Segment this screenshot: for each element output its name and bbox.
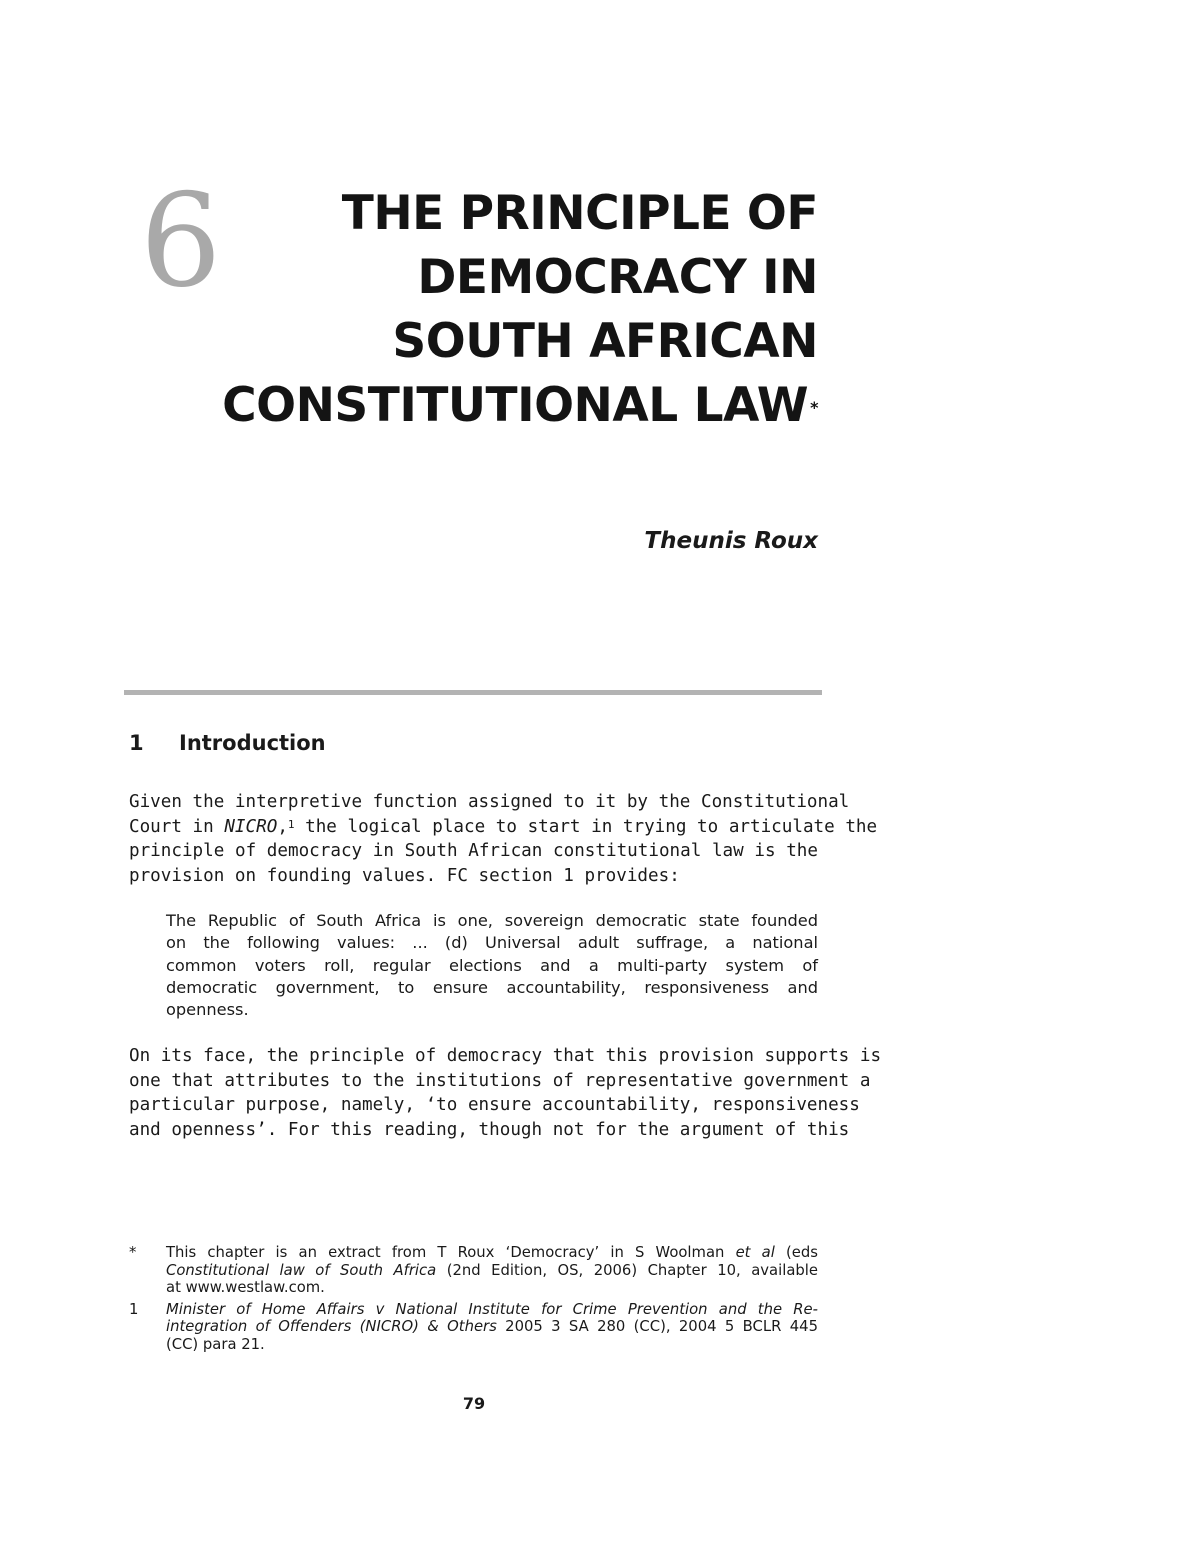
section-heading [129, 731, 326, 755]
block-quote [166, 910, 818, 1021]
quote-line: democratic government, to ensure accountability, responsiveness and [166, 977, 818, 997]
footnote-italic: integration of Offenders (NICRO) & Others [166, 1318, 497, 1336]
paragraph-line [129, 815, 878, 840]
footnote-star [129, 1244, 818, 1297]
footnotes [129, 1244, 818, 1358]
paragraph-2 [129, 1044, 882, 1142]
footnote-ref-1[interactable]: 1 [287, 817, 295, 831]
footnote-text: (2nd Edition, OS, 2006) Chapter 10, available [436, 1261, 818, 1279]
footnote-mark: 1 [129, 1300, 139, 1318]
footnote-line: at www.westlaw.com. [166, 1279, 325, 1297]
quote-line: on the following values: ... (d) Universal adult suffrage, a national [166, 933, 818, 953]
footnote-line: (CC) para 21. [166, 1335, 265, 1353]
paragraph-text: , [277, 816, 288, 837]
paragraph-line: principle of democracy in South African constitutional law is the [129, 841, 818, 861]
footnote-line [166, 1301, 818, 1319]
chapter-title [222, 182, 818, 438]
chapter-title-line: THE PRINCIPLE OF [341, 186, 818, 241]
title-footnote-mark[interactable]: * [810, 398, 818, 417]
footnote-mark: * [129, 1244, 137, 1261]
footnote-1 [129, 1301, 818, 1354]
section-number: 1 [129, 731, 144, 755]
section-divider [124, 690, 822, 695]
chapter-title-line-text: CONSTITUTIONAL LAW [222, 378, 809, 433]
paragraph-line: On its face, the principle of democracy that this provision supports is [129, 1046, 882, 1066]
footnote-line [166, 1244, 818, 1262]
author-name: Theunis Roux [644, 528, 818, 554]
footnote-text: (eds [774, 1244, 818, 1261]
paragraph-line: one that attributes to the institutions of representative government a [129, 1070, 871, 1091]
section-title: Introduction [179, 731, 326, 755]
footnote-line [166, 1318, 818, 1336]
paragraph-1 [129, 790, 878, 888]
quote-line: openness. [166, 1000, 249, 1020]
chapter-title-line: DEMOCRACY IN [417, 250, 818, 305]
paragraph-text: Court in [129, 816, 225, 837]
paragraph-text: the logical place to start in trying to articulate the [294, 816, 878, 837]
paragraph-line: and openness’. For this reading, though not for the argument of this [129, 1119, 850, 1140]
chapter-title-line: SOUTH AFRICAN [392, 314, 818, 369]
paragraph-line: particular purpose, namely, ‘to ensure accountability, responsiveness [129, 1095, 860, 1115]
footnote-italic: Constitutional law of South Africa [166, 1261, 437, 1279]
footnote-italic: et al [735, 1244, 775, 1261]
footnote-text: 2005 3 SA 280 (CC), 2004 5 BCLR 445 [496, 1318, 818, 1336]
footnote-line [166, 1262, 818, 1280]
paragraph-line: Given the interpretive function assigned to it by the Constitutional [129, 792, 850, 812]
case-name-nicro: NICRO [224, 816, 278, 837]
chapter-title-line [222, 374, 818, 438]
chapter-number: 6 [140, 167, 222, 316]
quote-line: The Republic of South Africa is one, sovereign democratic state founded [166, 911, 818, 930]
footnote-italic: Minister of Home Affairs v National Institute for Crime Prevention and the Re- [166, 1300, 818, 1318]
footnote-text: This chapter is an extract from T Roux ‘Democracy’ in S Woolman [166, 1244, 736, 1261]
quote-line: common voters roll, regular elections and a multi-party system of [166, 955, 818, 975]
page-number: 79 [462, 1394, 486, 1413]
paragraph-line: provision on founding values. FC section 1 provides: [129, 865, 680, 886]
